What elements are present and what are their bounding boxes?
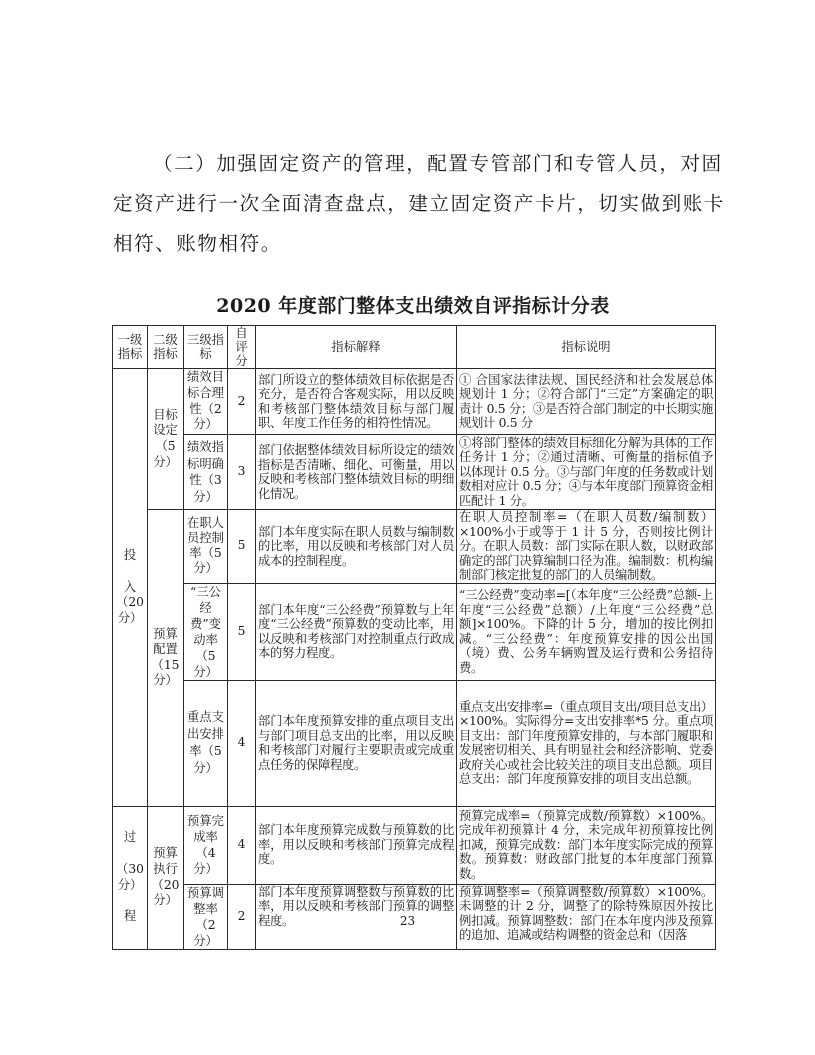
- level1-input-cell: [113, 369, 148, 807]
- indicator-notes: 预算完成率=（预算完成数/预算数）×100%。完成年初预算计 4 分，未完成年初预算按比例扣减，预算完成数：部门本年度实际完成的预算数。预算数：财政部门批复的本年度部门预算数。: [457, 806, 716, 884]
- paragraph-line: 定资产进行一次全面清查盘点，建立固定资产卡片，切实做到账卡: [113, 192, 725, 215]
- level3-name: 绩效目标合理性（2 分）: [184, 369, 228, 435]
- header-explanation: 指标解释: [256, 326, 457, 369]
- score-table: [112, 325, 716, 950]
- page-number: 23: [399, 914, 416, 928]
- header-level2: 二级指标: [148, 326, 184, 369]
- paragraph-line: （二）加强固定资产的管理，配置专管部门和专管人员，对固: [153, 152, 723, 175]
- indicator-explanation: 部门本年度预算安排的重点项目支出与部门项目总支出的比率，用以反映和考核部门对履行主要职责或完成重点任务的保障程度。: [256, 680, 457, 806]
- level3-name: 在职人员控制率（5 分）: [184, 510, 228, 584]
- table-title: 2020 年度部门整体支出绩效自评指标计分表: [216, 295, 610, 317]
- header-level1: 一级指标: [113, 326, 148, 369]
- level3-name: 重点支出安排率（5 分）: [184, 680, 228, 806]
- indicator-explanation: 部门依据整体绩效目标所设定的绩效指标是否清晰、细化、可衡量，用以反映和考核部门整体绩效目标的明细化情况。: [256, 435, 457, 510]
- table-header-row: [113, 326, 716, 369]
- level3-name: 预算完成率（4 分）: [184, 806, 228, 884]
- table-row: [113, 583, 716, 680]
- level3-name: 绩效指标明确性（3 分）: [184, 435, 228, 510]
- table-row: [113, 435, 716, 510]
- table-row: [113, 680, 716, 806]
- indicator-notes: 预算调整率=（预算调整数/预算数）×100%。未调整的计 2 分，调整了的除特殊原因外按比例扣减。预算调整数：部门在本年度内涉及预算的追加、追减或结构调整的资金总和（因落: [457, 884, 716, 949]
- header-notes: 指标说明: [457, 326, 716, 369]
- indicator-explanation: 部门本年度预算完成数与预算数的比率，用以反映和考核部门预算完成程度。: [256, 806, 457, 884]
- indicator-explanation: 部门本年度实际在职人员数与编制数的比率，用以反映和考核部门对人员成本的控制程度。: [256, 510, 457, 584]
- indicator-notes: 重点支出安排率=（重点项目支出/项目总支出）×100%。实际得分=支出安排率*5 分。重点项目支出：部门年度预算安排的，与本部门履职和发展密切相关、具有明显社会和经济影响、党委政府关心或社会比较关注的项目支出总额。项目总支出：部门年度预算安排的项目支出总额。: [457, 680, 716, 806]
- indicator-explanation: 部门本年度预算调整数与预算数的比率，用以反映和考核部门预算的调整程度。: [256, 884, 457, 949]
- body-paragraph: [113, 144, 725, 264]
- self-score: 5: [228, 510, 256, 584]
- self-score: 2: [228, 884, 256, 949]
- self-score: 5: [228, 583, 256, 680]
- indicator-notes: ① 合国家法律法规、国民经济和社会发展总体规划计 1 分；②符合部门“三定”方案确定的职责计 0.5 分；③是否符合部门制定的中长期实施规划计 0.5 分: [457, 369, 716, 435]
- level2-budget-config: 预算配置（15 分）: [148, 510, 184, 807]
- level2-budget-exec: 预算执行（20 分）: [148, 806, 184, 949]
- self-score: 4: [228, 806, 256, 884]
- level3-name: “三公经费”变动率（5 分）: [184, 583, 228, 680]
- level1-input-top: 投: [123, 548, 137, 563]
- indicator-notes: 在职人员控制率=（在职人员数/编制数）×100%小于或等于 1 计 5 分，否则按比例计分。在职人员数：部门实际在职人数，以财政部确定的部门决算编制口径为准。编制数：机构编制部门核定批复的部门的人员编制数。: [457, 510, 716, 584]
- level3-name: 预算调整率（2 分）: [184, 884, 228, 949]
- self-score: 2: [228, 369, 256, 435]
- self-score: 3: [228, 435, 256, 510]
- self-score: 4: [228, 680, 256, 806]
- table-row: [113, 369, 716, 435]
- header-level3: 三级指标: [184, 326, 228, 369]
- level1-process-top: 过: [123, 830, 137, 845]
- indicator-explanation: 部门所设立的整体绩效目标依据是否充分，是否符合客观实际，用以反映和考核部门整体绩效目标与部门履职、年度工作任务的相符性情况。: [256, 369, 457, 435]
- level1-input-label: 入（20 分）: [116, 579, 144, 625]
- indicator-notes: ①将部门整体的绩效目标细化分解为具体的工作任务计 1 分；②通过清晰、可衡量的指标值予以体现计 0.5 分。③与部门年度的任务数或计划数相对应计 0.5 分；④与本年度部门预算资金相匹配计 1 分。: [457, 435, 716, 510]
- level2-target-setting: 目标设定（5 分）: [148, 369, 184, 510]
- indicator-notes: “三公经费”变动率=[（本年度“三公经费”总额-上年度“三公经费”总额）/上年度“三公经费”总额]×100%。下降的计 5 分，增加的按比例扣减。“三公经费”：年度预算安排的因公出国（境）费、公务车辆购置及运行费和公务招待费。: [457, 583, 716, 680]
- header-self-score: 自评分: [228, 326, 256, 369]
- table-row: [113, 510, 716, 584]
- table-row: [113, 806, 716, 884]
- paragraph-line: 相符、账物相符。: [113, 232, 282, 255]
- indicator-explanation: 部门本年度“三公经费”预算数与上年度“三公经费”预算数的变动比率，用以反映和考核部门对控制重点行政成本的努力程度。: [256, 583, 457, 680]
- level1-process-bottom: 程: [123, 909, 137, 924]
- level1-process-label: （30 分）: [116, 861, 144, 892]
